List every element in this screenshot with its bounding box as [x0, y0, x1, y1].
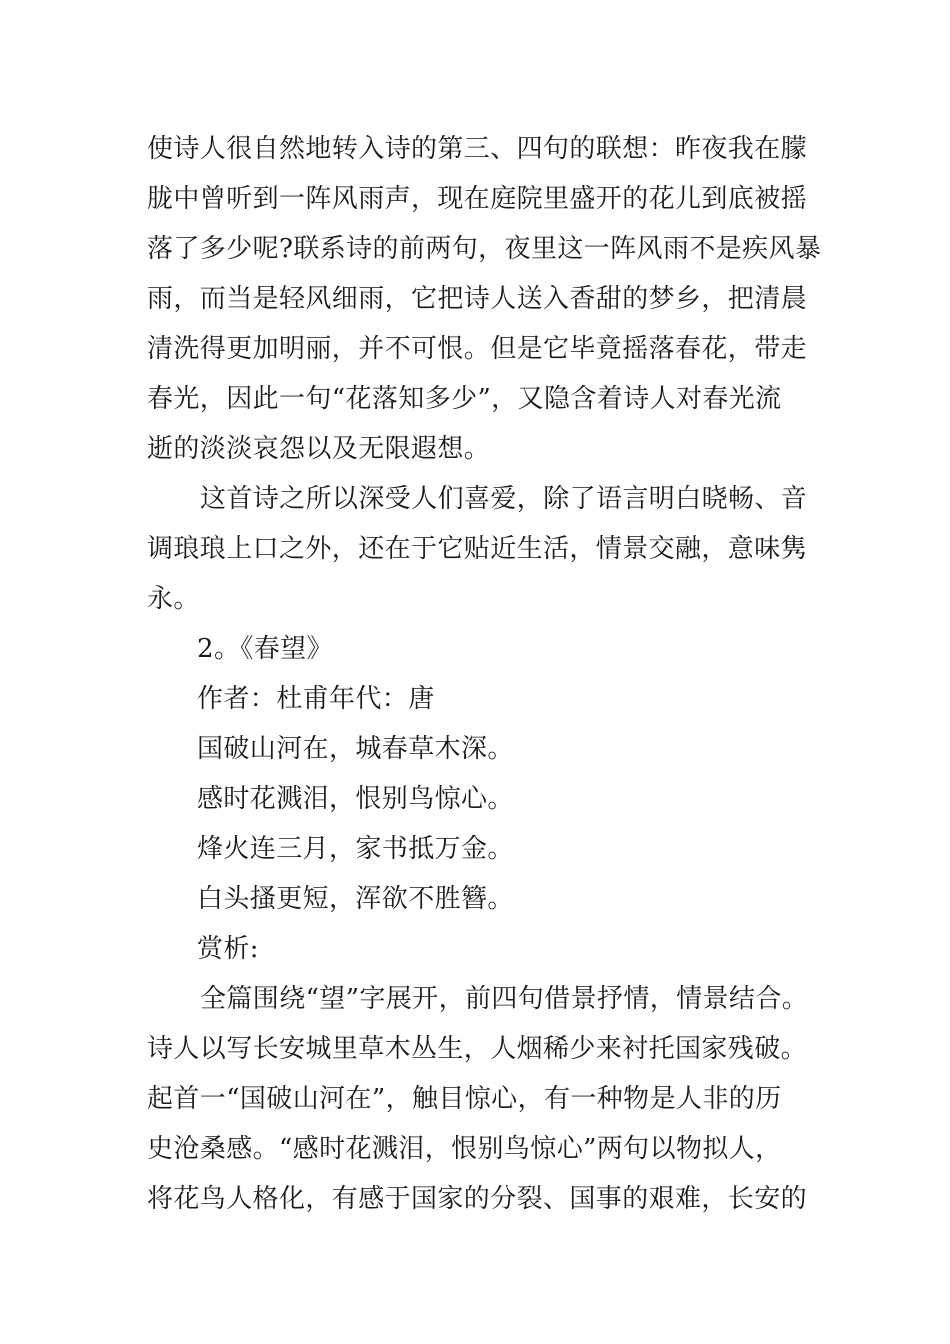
poem-author: 作者：杜甫年代：唐 — [197, 684, 435, 714]
paragraph-line: 全篇围绕“望”字展开，前四句借景抒情，情景结合。 — [200, 984, 809, 1014]
paragraph-line: 雨，而当是轻风细雨，它把诗人送入香甜的梦乡，把清晨 — [147, 284, 808, 314]
paragraph-line: 清洗得更加明丽，并不可恨。但是它毕竟摇落春花，带走 — [147, 334, 808, 364]
paragraph-line: 起首一“国破山河在”，触目惊心，有一种物是人非的历 — [147, 1084, 782, 1114]
paragraph-line: 将花鸟人格化，有感于国家的分裂、国事的艰难，长安的 — [147, 1184, 808, 1214]
paragraph-line: 这首诗之所以深受人们喜爱，除了语言明白晓畅、音 — [200, 484, 808, 514]
paragraph-line: 诗人以写长安城里草木丛生，人烟稀少来衬托国家残破。 — [147, 1034, 808, 1064]
section-heading: 赏析: — [197, 934, 259, 964]
paragraph-line: 永。 — [147, 584, 200, 614]
paragraph-line: 调琅琅上口之外，还在于它贴近生活，情景交融，意味隽 — [147, 534, 808, 564]
paragraph-line: 逝的淡淡哀怨以及无限遐想。 — [147, 434, 491, 464]
poem-line: 烽火连三月，家书抵万金。 — [197, 834, 514, 864]
poem-line: 感时花溅泪，恨别鸟惊心。 — [197, 784, 514, 814]
paragraph-line: 史沧桑感。“感时花溅泪，恨别鸟惊心”两句以物拟人， — [147, 1134, 782, 1164]
paragraph-line: 落了多少呢?联系诗的前两句，夜里这一阵风雨不是疾风暴 — [147, 234, 822, 264]
paragraph-line: 使诗人很自然地转入诗的第三、四句的联想：昨夜我在朦 — [147, 134, 808, 164]
poem-title: 2。《春望》 — [197, 634, 333, 664]
poem-line: 国破山河在，城春草木深。 — [197, 734, 514, 764]
paragraph-line: 春光，因此一句“花落知多少”，又隐含着诗人对春光流 — [147, 384, 782, 414]
poem-line: 白头搔更短，浑欲不胜簪。 — [197, 884, 514, 914]
paragraph-line: 胧中曾听到一阵风雨声，现在庭院里盛开的花儿到底被摇 — [147, 184, 808, 214]
